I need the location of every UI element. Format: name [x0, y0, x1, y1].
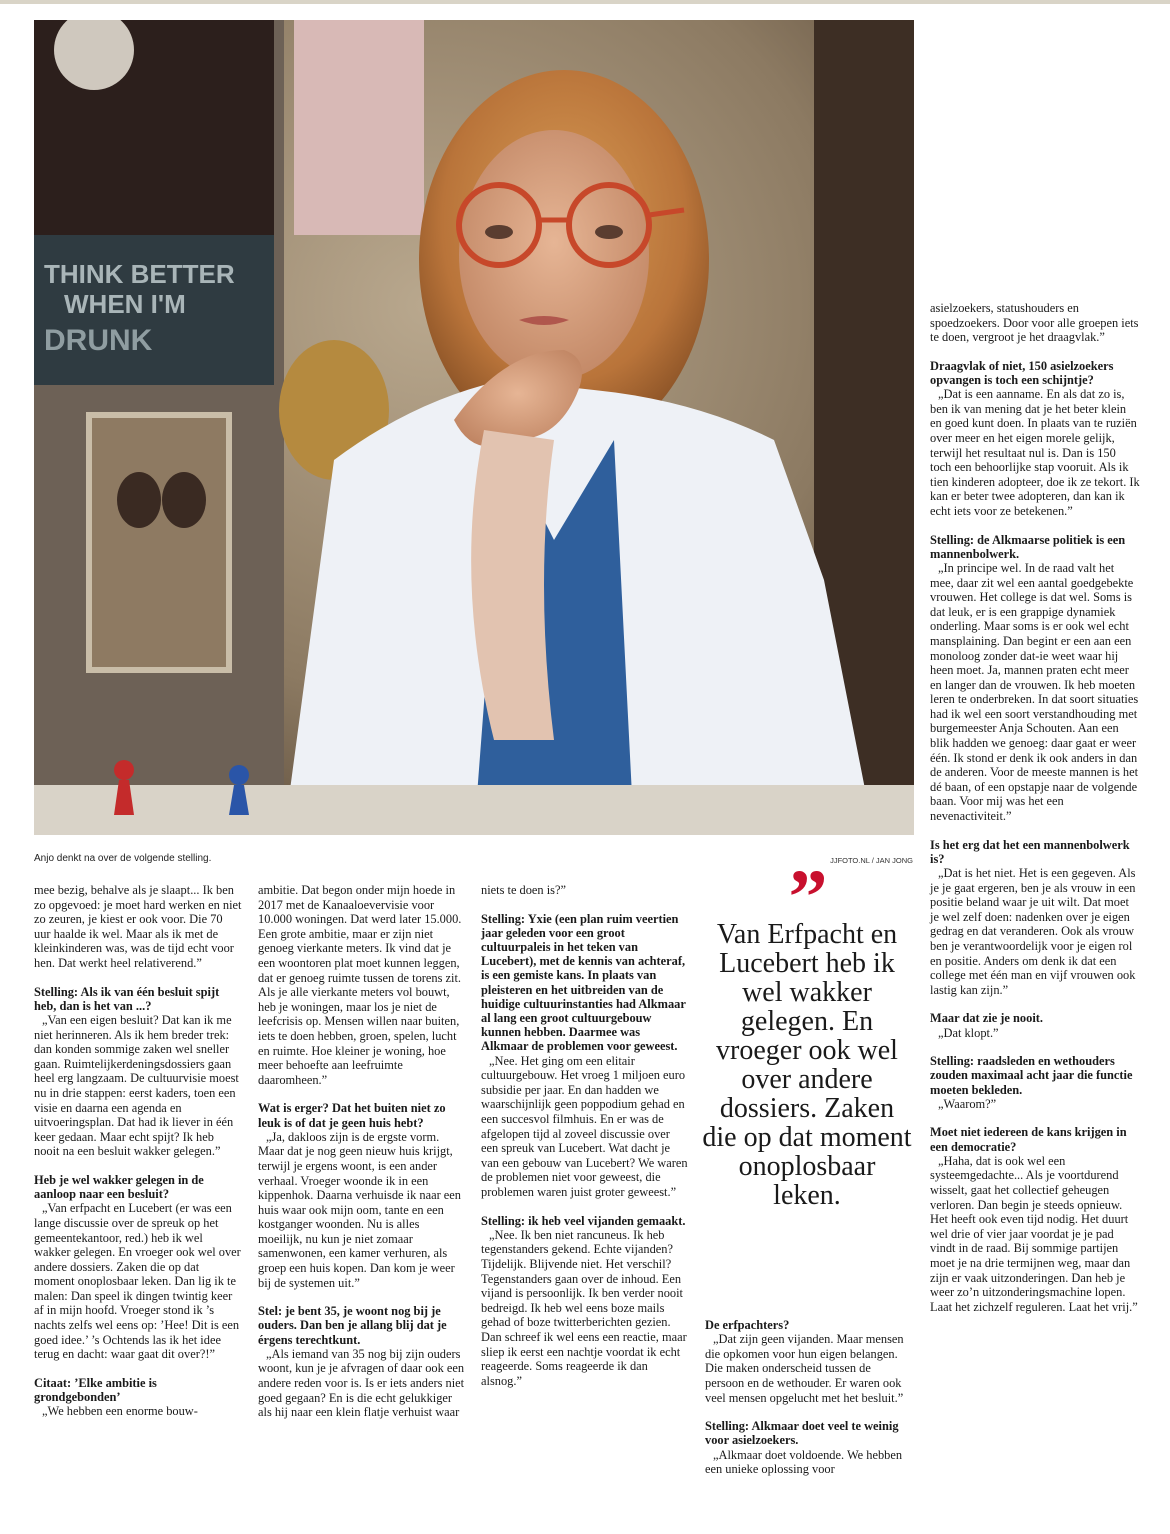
- paragraph: „Van een eigen besluit? Dat kan ik me niet herinneren. Als ik hem breder trek: dan konden sommige zaken wel sneller gaan. Ruimtelijkerdeningsdossiers gaan heel erg langzaam. De cultuurvisie moest nu in drie stappen: eerst kaders, toen een visie en daarna een agenda en uitvoeringsplan. Dat had ik liever in één keer gedaan. Maar echt spijt? Ik heb nooit na een besluit wakker gelegen.”: [34, 1012, 239, 1159]
- question-heading: De erfpachters?: [705, 1318, 790, 1332]
- paragraph: „Haha, dat is ook wel een systeemgedachte... Als je voortdurend wisselt, gaat het collectief geheugen verloren. Dan begin je steeds opnieuw. Het heeft ook even tijd nodig. Het duurt wel drie of vier jaar voordat je je pad vindt in de raad. Bij sommige partijen moet je na drie termijnen weg, maar dan zijn er vaak uitzonderingen. Dan heb je weer zo’n uitzonderingsmachine lopen. Laat het zichzelf reguleren. Laat het vrij.”: [930, 1153, 1138, 1314]
- paragraph: niets te doen is?”: [481, 883, 566, 897]
- article-column-3: [481, 883, 689, 1388]
- question-heading: Stelling: Alkmaar doet veel te weinig voor asielzoekers.: [705, 1419, 899, 1448]
- paragraph: „We hebben een enorme bouw-: [42, 1404, 198, 1419]
- paragraph: „Nee. Het ging om een elitair cultuurgebouw. Het vroeg 1 miljoen euro subsidie per jaar. En dan hadden we waarschijnlijk geen poppodium gehad en een succesvol filmhuis. En er was de afgelopen tijd al zoveel discussie over een spreuk van Lucebert. Wat dacht je van een gebouw van Lucebert? We waren de problemen niet voor geweest, die problemen waren juist groter geweest.”: [481, 1053, 688, 1199]
- question-heading: Wat is erger? Dat het buiten niet zo leuk is of dat je geen huis hebt?: [258, 1101, 446, 1130]
- question-heading: Stelling: ik heb veel vijanden gemaakt.: [481, 1213, 686, 1228]
- paragraph: „Waarom?”: [938, 1096, 997, 1111]
- question-heading: Heb je wel wakker gelegen in de aanloop naar een besluit?: [34, 1172, 204, 1202]
- question-heading: Stelling: raadsleden en wethouders zouden maximaal acht jaar die functie moeten bekleden.: [930, 1054, 1133, 1097]
- face: [459, 130, 649, 380]
- paragraph: „Alkmaar doet voldoende. We hebben een unieke oplossing voor: [705, 1447, 903, 1477]
- question-heading: Stel: je bent 35, je woont nog bij je ouders. Dan ben je allang blij dat je érgens terechtkunt.: [258, 1304, 447, 1347]
- question-heading: Moet niet iedereen de kans krijgen in een democratie?: [930, 1125, 1127, 1154]
- paragraph: „Dat is een aanname. En als dat zo is, ben ik van mening dat je het beter klein en goed kunt doen. In plaats van te ruziën over meer en het eigen morele gelijk, terwijl het resultaat nul is. Dan is 150 toch een behoorlijke stap vooruit. Als ik tien kinderen adopteer, doe ik ze tekort. Ik kan er beter twee adopteren, dan kan ik echt iets voor ze betekenen.”: [930, 387, 1140, 518]
- paragraph: „Als iemand van 35 nog bij zijn ouders woont, kun je je afvragen of daar ook een andere reden voor is. Is er iets anders niet goed gegaan? En is die echt gelukkiger als hij naar een klein flatje verhuist waar: [258, 1346, 465, 1420]
- paragraph: „Dat is het niet. Het is een gegeven. Als je je gaat ergeren, ben je als vrouw in een positie beland waar je uit wilt. Dat moet je wel zelf doen: nadenken over je eigen gedrag en dat veranderen. Ook als vrouw ben je verantwoordelijk voor je eigen rol en positie. Anders om denk ik dat een college met één man en vijf vrouwen ook lastig kan zijn.”: [930, 866, 1136, 997]
- photo-credit: JJFOTO.NL / JAN JONG: [830, 856, 913, 865]
- question-heading: Maar dat zie je nooit.: [930, 1011, 1043, 1026]
- question-heading: Citaat: ’Elke ambitie is grondgebonden’: [34, 1375, 157, 1405]
- question-heading: Is het erg dat het een mannenbolwerk is?: [930, 837, 1130, 866]
- svg-text:WHEN I'M: WHEN I'M: [64, 289, 186, 319]
- article-column-4: [705, 1318, 910, 1477]
- svg-text:THINK BETTER: THINK BETTER: [44, 259, 235, 289]
- pull-quote: Van Erfpacht en Lucebert heb ik wel wakker gelegen. En vroeger ook wel over andere dossiers. Zaken die op dat moment onoplosbaar leken.: [702, 919, 912, 1211]
- framed-photo: [89, 415, 229, 670]
- blue-game-piece: [229, 765, 249, 785]
- question-heading: Stelling: Yxie (een plan ruim veertien jaar geleden voor een groot cultuurpaleis in het teken van Lucebert), met de kennis van achteraf, is een gemiste kans. In plaats van pleisteren en het uitbreiden van de huidige cultuurinstanties had Alkmaar al lang een groot cultuurgebouw kunnen hebben. Daarmee was Alkmaar de problemen voor geweest.: [481, 911, 686, 1054]
- paragraph: asielzoekers, statushouders en spoedzoekers. Door voor alle groepen iets te doen, vergroot je het draagvlak.”: [930, 301, 1139, 345]
- pink-poster: [294, 20, 424, 235]
- paragraph: „Dat zijn geen vijanden. Maar mensen die opkomen voor hun eigen belangen. Die maken onderscheid tussen de persoon en de wethouder. Er waren ook veel mensen opgelucht met het besluit.”: [705, 1332, 904, 1405]
- photo-caption: Anjo denkt na over de volgende stelling.: [34, 853, 212, 864]
- question-heading: Draagvlak of niet, 150 asielzoekers opvangen is toch een schijntje?: [930, 358, 1114, 387]
- question-heading: Stelling: de Alkmaarse politiek is een mannenbolwerk.: [930, 532, 1126, 561]
- svg-text:DRUNK: DRUNK: [44, 324, 153, 357]
- top-rule: [0, 0, 1170, 4]
- paragraph: „Nee. Ik ben niet rancuneus. Ik heb tegenstanders gekend. Echte vijanden? Tijdelijk. Blijvende niet. Het verschil? Tegenstanders gaan over de inhoud. Een vijand is persoonlijk. Ik ben verder nooit bedreigd. Ik heb wel eens boze mails gehad of boze twitterberichten gezien. Dan schreef ik wel eens een reactie, maar sliep ik eerst een nachtje voordat ik echt reageerde. Soms reageerde ik dan alsnog.”: [481, 1227, 687, 1388]
- question-heading: Stelling: Als ik van één besluit spijt heb, dan is het van ...?: [34, 984, 220, 1013]
- paragraph: mee bezig, behalve als je slaapt... Ik ben zo opgevoed: je moet hard werken en niet zo zeuren, je kiest er ook voor. Die 70 uur haalde ik wel. Maar als ik met de kleinkinderen was, was de tijd echt voor hen. Dat werkt heel relativerend.”: [34, 883, 242, 970]
- paragraph: „Van erfpacht en Lucebert (er was een lange discussie over de spreuk op het gemeentekantoor, red.) heb ik wel wakker gelegen. En vroeger ook wel over andere dossiers. Zaken die op dat moment onoplosbaar leken. Dan lig ik te malen: Dan speel ik dingen twintig keer af in mijn hoofd. Vroeger stond ik ’s nachts zelfs wel eens op: ’Hee! Dit is een goed idee.’ ’s Ochtends las ik het idee terug en dacht: waar gaat dit over?!”: [34, 1201, 241, 1362]
- article-column-5: [930, 301, 1140, 1314]
- article-column-1: [34, 883, 242, 1419]
- portrait-photo: [34, 20, 914, 835]
- paragraph: ambitie. Dat begon onder mijn hoede in 2017 met de Kanaaloevervisie voor 10.000 woningen. Dat werd later 15.000. Een grote ambitie, maar er zijn niet genoeg vierkante meters. Ik vind dat je een woontoren plat moet kunnen leggen, dat er genoeg ruimte tussen de torens zit. Als je alle vierkante meters vol bouwt, heb je woningen, maar los je niet de leefcrisis op. Mensen willen naar buiten, iets te doen hebben, groen, spelen, lucht en ruimte. Hoe kleiner je woning, hoe meer behoefte aan leefruimte daaromheen.”: [258, 883, 462, 1087]
- article-column-2: [258, 883, 466, 1420]
- red-game-piece: [114, 760, 134, 780]
- quote-mark-icon: ”: [788, 853, 828, 940]
- paragraph: „Ja, dakloos zijn is de ergste vorm. Maar dat je nog geen nieuw huis krijgt, terwijl je ergens woont, is een ander verhaal. Vroeger woonde ik in een kippenhok. Daarna verhuisde ik naar een huis waar ook mijn oom, tante en een kostganger woonden. Nu is alles moeilijk, nu kun je niet zomaar samenwonen, een kamer verhuren, als groep een huis kopen. Dan kom je weer bij de systemen uit.”: [258, 1129, 461, 1290]
- paragraph: „In principe wel. In de raad valt het mee, daar zit wel een aantal goedgebekte vrouwen. Het college is dat wel. Soms is dat leuk, er is een grappige dynamiek onderling. Maar soms is er ook wel echt mansplaining. Dan begint er een aan een monoloog zonder dat-ie weet waar hij heen moet. Ja, mannen praten echt meer en langer dan de vrouwen. Ik heb moeten leren te onderbreken. In dat soort situaties had ik wel een soort verstandhouding met burgemeester Anja Schouten. Aan een blik hadden we genoeg: daar gaat er weer één. Ik stond er denk ik ook anders in dan de anderen. Voor de meeste mannen is het dé baan, of een opstapje naar de volgende baan. Voor mij was het een nevenactiviteit.”: [930, 560, 1139, 824]
- paragraph: „Dat klopt.”: [938, 1025, 999, 1040]
